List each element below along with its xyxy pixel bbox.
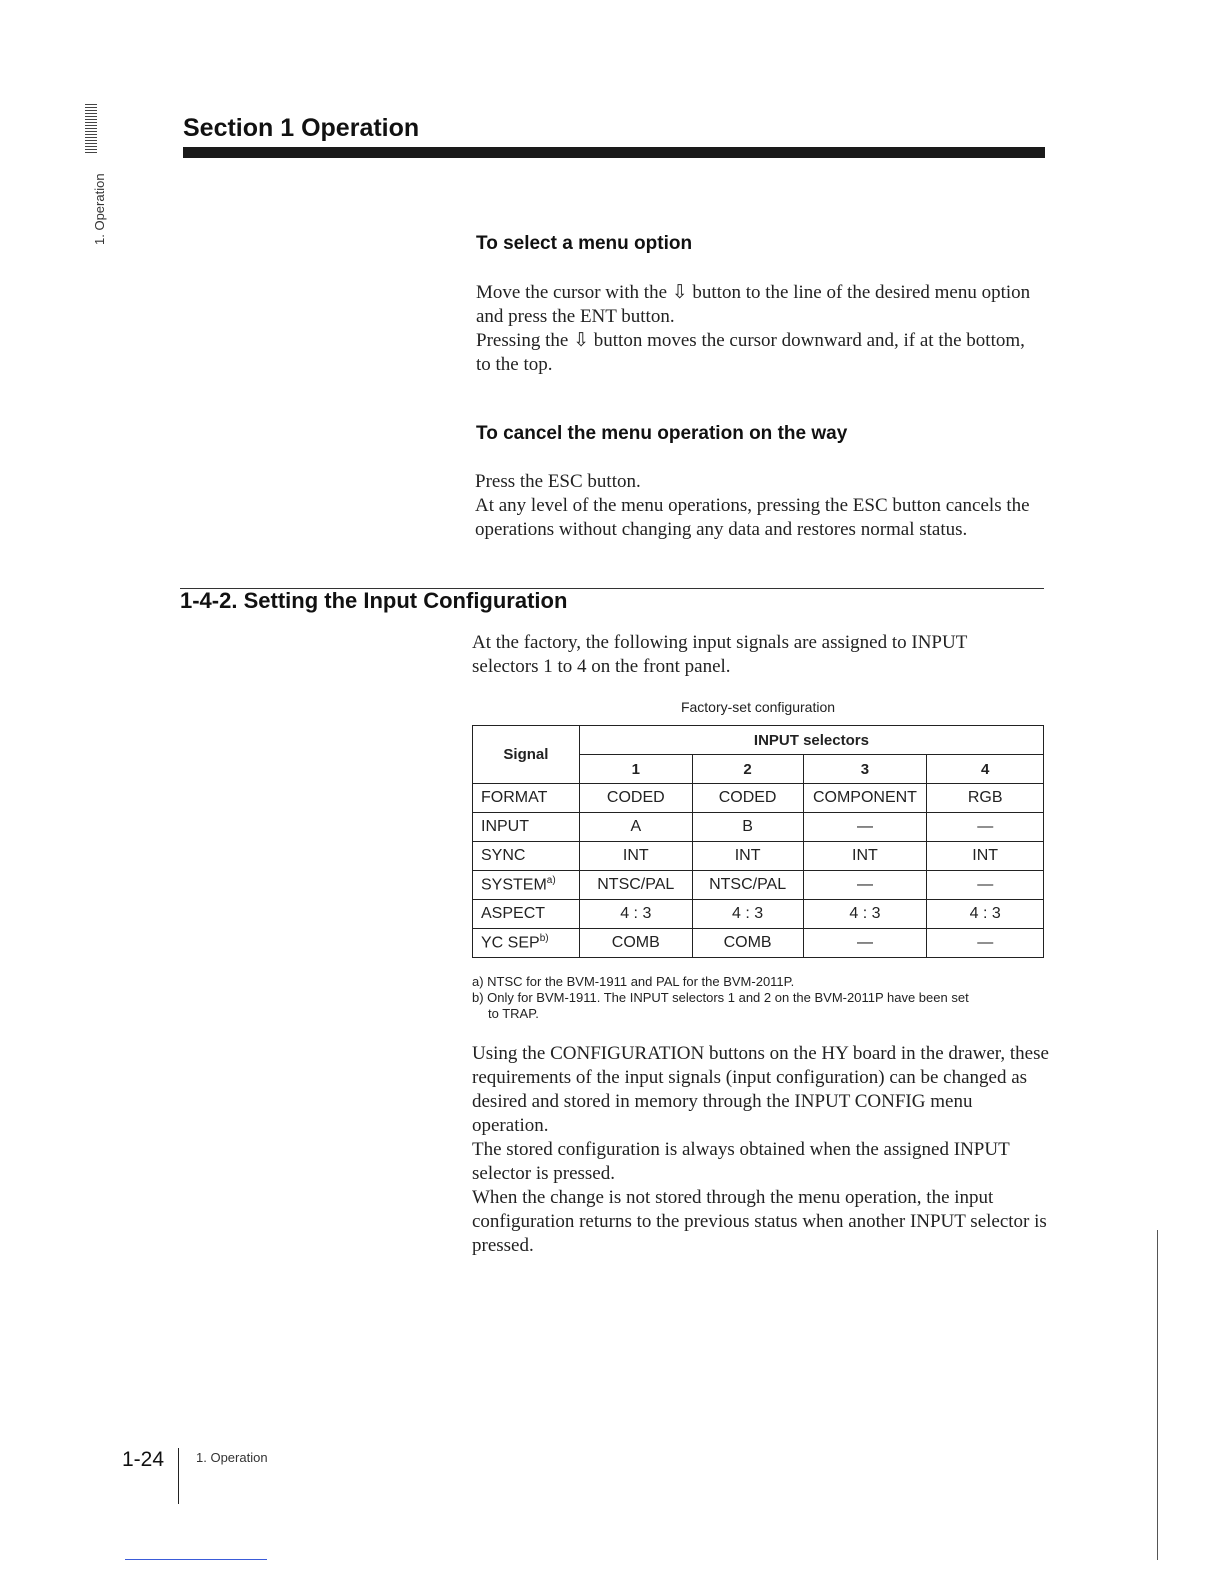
table-cell: CODED [692,784,803,813]
table-cell: NTSC/PAL [579,871,692,900]
signal-cell [473,784,580,813]
select-option-body [476,281,1036,377]
table-cell: COMB [692,929,803,958]
column-header: 2 [692,755,803,784]
table-cell: INT [927,842,1044,871]
cancel-heading: To cancel the menu operation on the way [476,423,848,444]
footnote-a: a) NTSC for the BVM-1911 and PAL for the BVM-2011P. [472,974,795,989]
table-row [473,929,1044,958]
column-header: 1 [579,755,692,784]
column-header: 3 [803,755,927,784]
table-cell: — [927,871,1044,900]
table-row [473,813,1044,842]
section-title-rule [183,147,1045,158]
input-config-body [472,1042,1050,1258]
signal-cell [473,929,580,958]
table-cell: RGB [927,784,1044,813]
signal-label: SYNC [481,847,526,864]
footnote-ref: b) [539,933,549,945]
subsection-heading: 1-4-2. Setting the Input Configuration [180,588,568,613]
signal-label: INPUT [481,818,529,835]
table-cell: COMB [579,929,692,958]
body-paragraph: Using the CONFIGURATION buttons on the HY board in the drawer, these requirements of the input signals (input configuration) can be changed as desired and stored in memory through the INPUT CONFIG menu operation. [472,1043,1049,1136]
table-cell: INT [803,842,927,871]
cancel-line: Press the ESC button. [475,471,641,492]
scan-edge-line [1157,1230,1158,1560]
input-config-intro: At the factory, the following input signals are assigned to INPUT selectors 1 to 4 on the front panel. [472,632,967,677]
signal-header: Signal [473,726,580,784]
table-cell: 4 : 3 [579,900,692,929]
signal-cell [473,900,580,929]
signal-label: FORMAT [481,789,548,806]
signal-label: ASPECT [481,905,546,922]
table-row [473,784,1044,813]
table-cell: B [692,813,803,842]
table-row [473,842,1044,871]
table-cell: INT [579,842,692,871]
column-header: 4 [927,755,1044,784]
table-cell: — [803,813,927,842]
table-cell: — [927,813,1044,842]
table-cell: A [579,813,692,842]
cancel-line: At any level of the menu operations, pressing the ESC button cancels the operations without changing any data and restores normal status. [475,495,1030,540]
bottom-rule [125,1559,267,1560]
table-footnotes [472,974,1047,1022]
table-cell: — [927,929,1044,958]
table-cell: INT [692,842,803,871]
signal-cell [473,871,580,900]
side-tab-marker [85,104,97,154]
body-paragraph: The stored configuration is always obtained when the assigned INPUT selector is pressed. [472,1139,1010,1184]
footnote-ref: a) [546,875,556,887]
footnote-b: b) Only for BVM-1911. The INPUT selectors 1 and 2 on the BVM-2011P have been set [472,990,969,1005]
select-option-line: Pressing the ⇩ button moves the cursor downward and, if at the bottom, to the top. [476,330,1025,375]
footnote-b-continued: to TRAP. [488,1006,539,1021]
table-cell: NTSC/PAL [692,871,803,900]
cancel-body [475,470,1047,542]
page-number: 1-24 [122,1448,165,1471]
side-tab-label: 1. Operation [92,173,107,245]
signal-cell [473,842,580,871]
table-cell: 4 : 3 [927,900,1044,929]
select-option-heading: To select a menu option [476,233,693,254]
table-caption: Factory-set configuration [680,699,836,715]
table-cell: 4 : 3 [692,900,803,929]
signal-cell [473,813,580,842]
table-cell: — [803,871,927,900]
select-option-line: Move the cursor with the ⇩ button to the line of the desired menu option and press the ENT button. [476,282,1031,327]
table-header-row [473,726,1044,755]
table-cell: — [803,929,927,958]
section-title: Section 1 Operation [183,114,420,142]
input-selectors-header: INPUT selectors [579,726,1043,755]
footer-divider [178,1448,179,1504]
table-row [473,900,1044,929]
signal-label: SYSTEM [481,876,547,894]
table-row [473,871,1044,900]
table-cell: 4 : 3 [803,900,927,929]
table-cell: CODED [579,784,692,813]
table-cell: COMPONENT [803,784,927,813]
footer-chapter-label: 1. Operation [196,1450,268,1465]
factory-config-table [472,725,1044,958]
signal-label: YC SEP [481,934,540,952]
body-paragraph: When the change is not stored through the menu operation, the input configuration returns to the previous status when another INPUT selector is pressed. [472,1187,1047,1256]
